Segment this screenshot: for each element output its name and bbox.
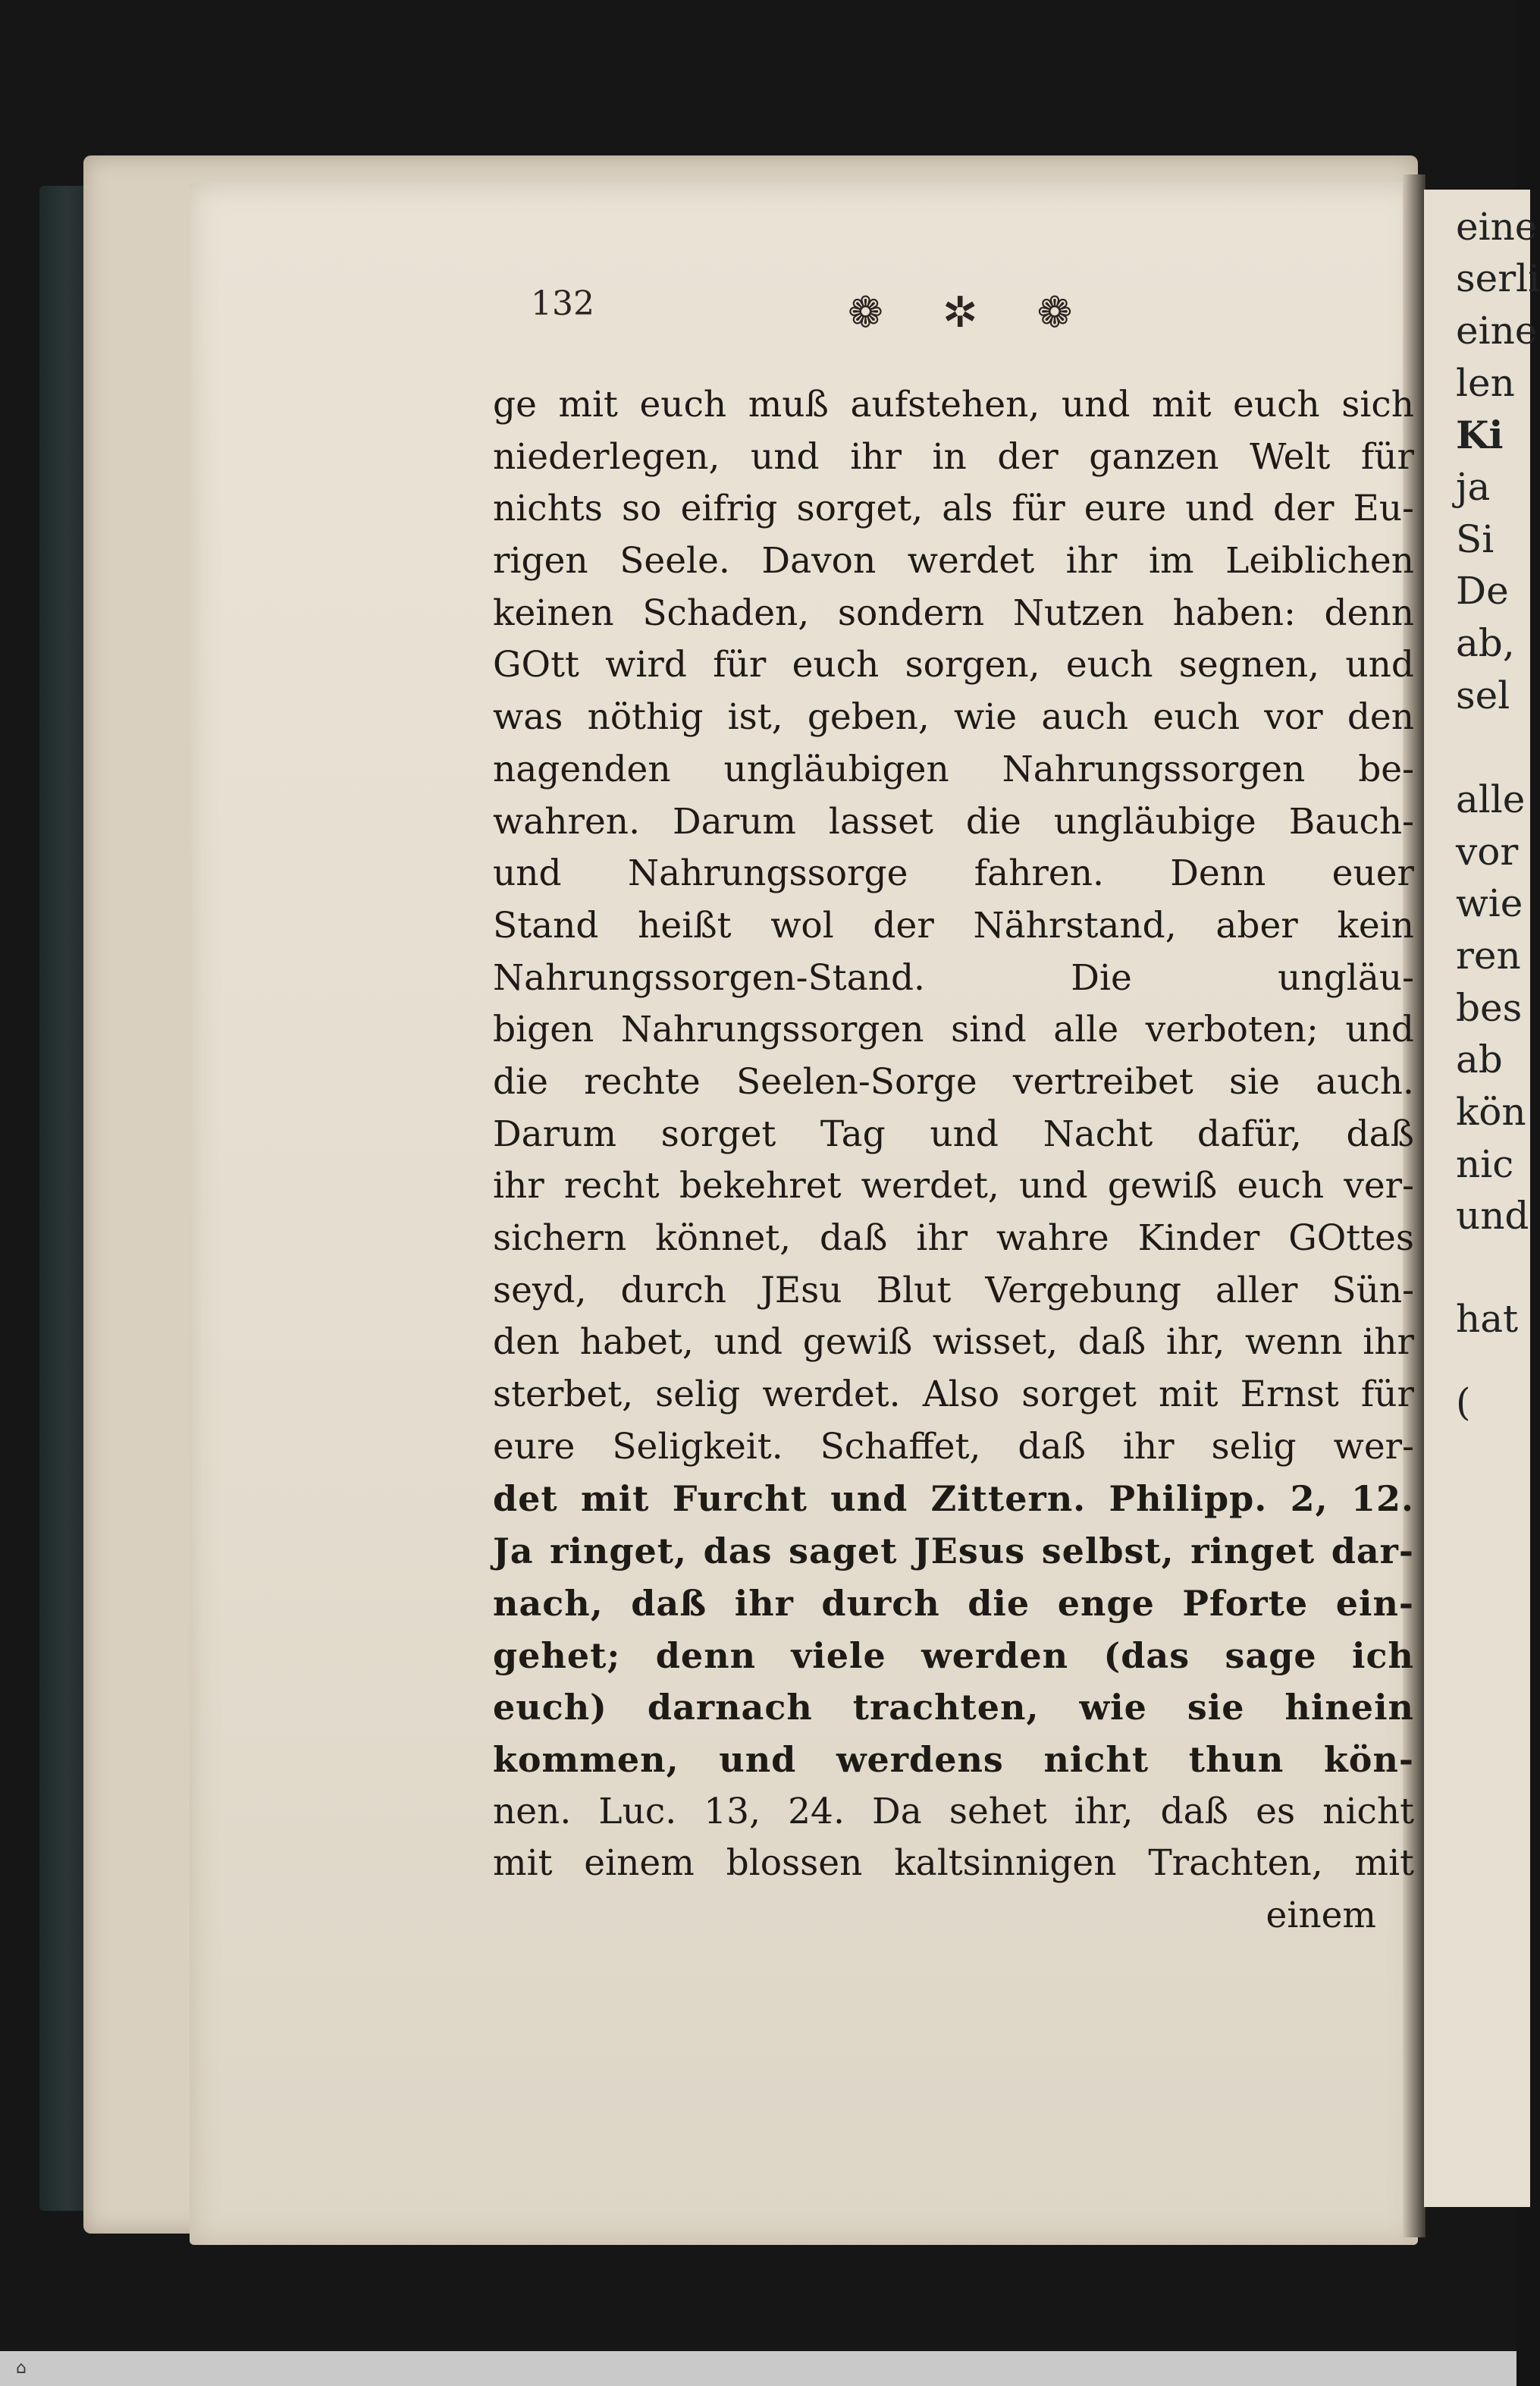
text-line: wahren. Darum lasset die ungläubige Bauch- [493, 800, 1414, 843]
text-line: Darum sorget Tag und Nacht dafür, daß [493, 1113, 1414, 1155]
text-line: keinen Schaden, sondern Nutzen haben: denn [493, 592, 1414, 634]
right-page-line: Si [1456, 517, 1495, 561]
text-line-bold: det mit Furcht und Zittern. Philipp. 2, 12. [493, 1478, 1414, 1520]
right-page-line: eine [1456, 309, 1538, 353]
viewer-toolbar [0, 2351, 1516, 2386]
page-number: 132 [531, 284, 594, 323]
right-page-line: alle [1456, 777, 1526, 821]
text-line-bold: euch) darnach trachten, wie sie hinein [493, 1687, 1414, 1728]
catchword: einem [1266, 1894, 1376, 1936]
text-line: mit einem blossen kaltsinnigen Trachten, mit [493, 1842, 1414, 1885]
text-line: Stand heißt wol der Nährstand, aber kein [493, 904, 1414, 947]
text-line: sterbet, selig werdet. Also sorget mit Ernst für [493, 1374, 1414, 1416]
right-page-line: len [1456, 361, 1515, 405]
text-line: die rechte Seelen-Sorge vertreibet sie auch. [493, 1060, 1414, 1103]
right-page-line: serli [1456, 256, 1540, 300]
text-line: seyd, durch JEsu Blut Vergebung aller Sün- [493, 1269, 1414, 1311]
text-line: ihr recht bekehret werdet, und gewiß euch ver- [493, 1165, 1414, 1207]
right-page-fragment [1424, 190, 1540, 2207]
right-page-line: kön [1456, 1090, 1526, 1134]
right-page-line: eine [1456, 205, 1538, 249]
right-page-line: bes [1456, 986, 1523, 1030]
text-line: was nöthig ist, geben, wie auch euch vor den [493, 696, 1414, 739]
right-page-line: wie [1456, 881, 1523, 925]
text-line-bold: kommen, und werdens nicht thun kön- [493, 1738, 1414, 1780]
right-page-line: De [1456, 569, 1509, 613]
text-line: niederlegen, und ihr in der ganzen Welt für [493, 435, 1414, 478]
header-ornament: ❁ ✲ ❁ [848, 288, 1096, 337]
body-text [493, 379, 1414, 1942]
right-page-line: nic [1456, 1142, 1514, 1186]
text-line: GOtt wird für euch sorgen, euch segnen, und [493, 644, 1414, 686]
right-page-line: ab [1456, 1038, 1503, 1082]
text-line: eure Seligkeit. Schaffet, daß ihr selig wer- [493, 1425, 1414, 1468]
right-page-line: ab, [1456, 621, 1515, 665]
right-page-line: sel [1456, 673, 1510, 717]
right-page-line: und [1456, 1194, 1529, 1238]
text-line: rigen Seele. Davon werdet ihr im Leiblichen [493, 540, 1414, 582]
right-page-line: ( [1456, 1380, 1471, 1424]
text-line: und Nahrungssorge fahren. Denn euer [493, 852, 1414, 895]
text-line: den habet, und gewiß wisset, daß ihr, wenn ihr [493, 1321, 1414, 1364]
right-page-line: hat [1456, 1297, 1519, 1341]
right-page-line: ja [1456, 465, 1491, 509]
right-page-line: vor [1456, 830, 1519, 874]
text-line-bold: gehet; denn viele werden (das sage ich [493, 1634, 1414, 1676]
text-line: ge mit euch muß aufstehen, und mit euch sich [493, 384, 1414, 425]
right-page-line: ren [1456, 934, 1521, 978]
library-logo-icon[interactable]: ⌂ [16, 2359, 27, 2378]
text-line: bigen Nahrungssorgen sind alle verboten; und [493, 1009, 1414, 1051]
right-page-line: Ki [1456, 413, 1504, 457]
text-line: nen. Luc. 13, 24. Da sehet ihr, daß es nicht [493, 1790, 1414, 1832]
text-line-bold: Ja ringet, das saget JEsus selbst, ringet dar- [493, 1530, 1414, 1572]
text-line: Nahrungssorgen-Stand. Die ungläu- [493, 956, 1414, 999]
text-line: nichts so eifrig sorget, als für eure und der Eu- [493, 488, 1414, 530]
text-line: sichern könnet, daß ihr wahre Kinder GOttes [493, 1217, 1414, 1259]
text-line-bold: nach, daß ihr durch die enge Pforte ein- [493, 1582, 1414, 1624]
text-line: nagenden ungläubigen Nahrungssorgen be- [493, 748, 1414, 790]
